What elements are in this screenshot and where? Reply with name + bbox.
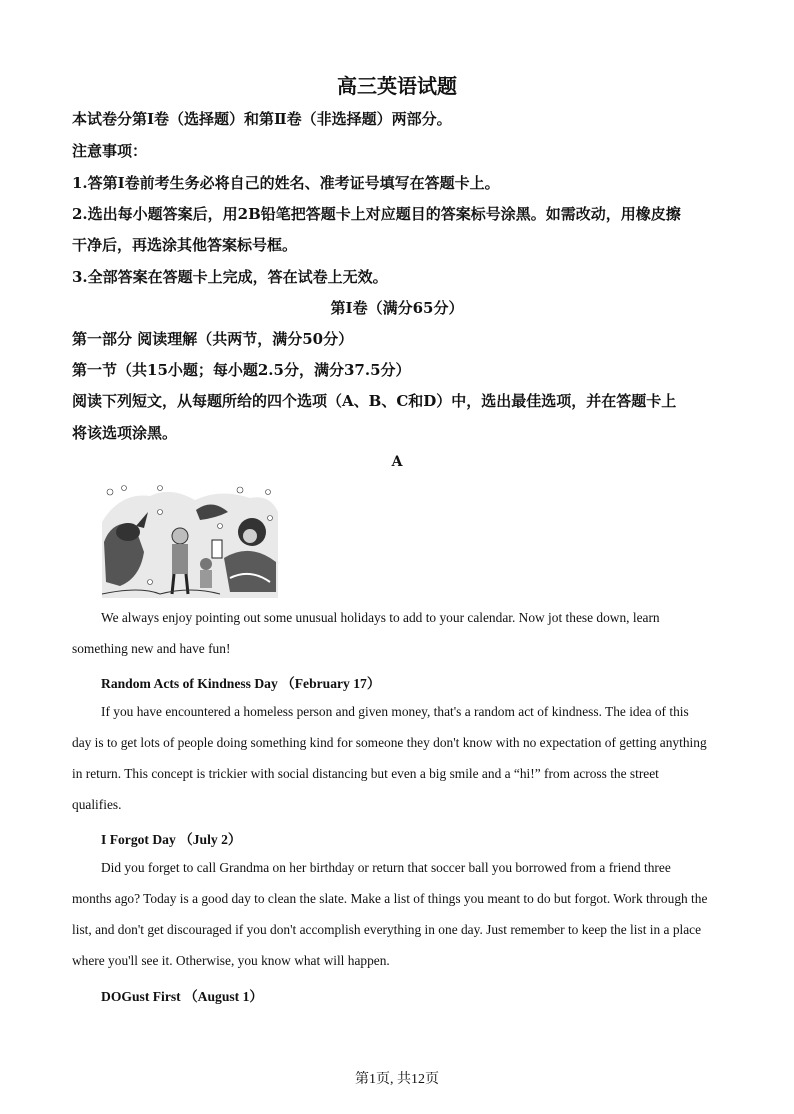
section-heading: 第一节（共15小题；每小题2.5分，满分37.5分） <box>72 361 411 379</box>
instruction-line: 阅读下列短文，从每题所给的四个选项（A、B、C和D）中，选出最佳选项，并在答题卡上 <box>72 392 677 410</box>
passage-label: A <box>391 454 403 470</box>
passage-text-line: Did you forget to call Grandma on her birthday or return that soccer ball you borrowed from a friend three <box>101 860 671 875</box>
notes-heading: 注意事项： <box>72 142 148 160</box>
page-title: 高三英语试题 <box>337 74 457 98</box>
passage-text-line: list, and don't get discouraged if you don't accomplish everything in one day. Just remember to keep the list in a place <box>72 922 702 937</box>
passage-text-line: qualifies. <box>72 797 122 812</box>
holiday-heading: I Forgot Day （July 2） <box>101 832 242 847</box>
instruction-line: 将该选项涂黑。 <box>72 424 178 442</box>
note-item: 1.答第Ⅰ卷前考生务必将自己的姓名、准考证号填写在答题卡上。 <box>72 174 500 192</box>
passage-text-line: If you have encountered a homeless person and given money, that's a random act of kindness. The idea of this <box>101 704 689 719</box>
passage-text-line: in return. This concept is trickier with social distancing but even a big smile and a “hi!” from across the street <box>72 766 659 781</box>
note-item: 3.全部答案在答题卡上完成，答在试卷上无效。 <box>72 268 388 286</box>
note-item: 干净后，再选涂其他答案标号框。 <box>72 236 298 254</box>
passage-text-line: months ago? Today is a good day to clean the slate. Make a list of things you meant to do but forgot. Work through the <box>72 891 708 906</box>
holiday-collage-illustration <box>100 482 280 598</box>
passage-text-line: where you'll see it. Otherwise, you know what will happen. <box>72 953 390 968</box>
volume-title: 第Ⅰ卷（满分65分） <box>330 299 464 317</box>
exam-intro: 本试卷分第Ⅰ卷（选择题）和第Ⅱ卷（非选择题）两部分。 <box>72 110 452 128</box>
passage-text-line: day is to get lots of people doing something kind for someone they don't know with no expectation of getting anything <box>72 735 707 750</box>
holiday-heading: Random Acts of Kindness Day （February 17） <box>101 676 381 691</box>
holiday-heading: DOGust First （August 1） <box>101 989 264 1004</box>
note-item: 2.选出每小题答案后，用2B铅笔把答题卡上对应题目的答案标号涂黑。如需改动，用橡皮擦 <box>72 205 681 223</box>
part-heading: 第一部分 阅读理解（共两节，满分50分） <box>72 330 354 348</box>
passage-text-line: something new and have fun! <box>72 641 231 656</box>
passage-text-line: We always enjoy pointing out some unusual holidays to add to your calendar. Now jot these down, learn <box>101 610 660 625</box>
page-footer: 第1页, 共12页 <box>355 1072 439 1087</box>
